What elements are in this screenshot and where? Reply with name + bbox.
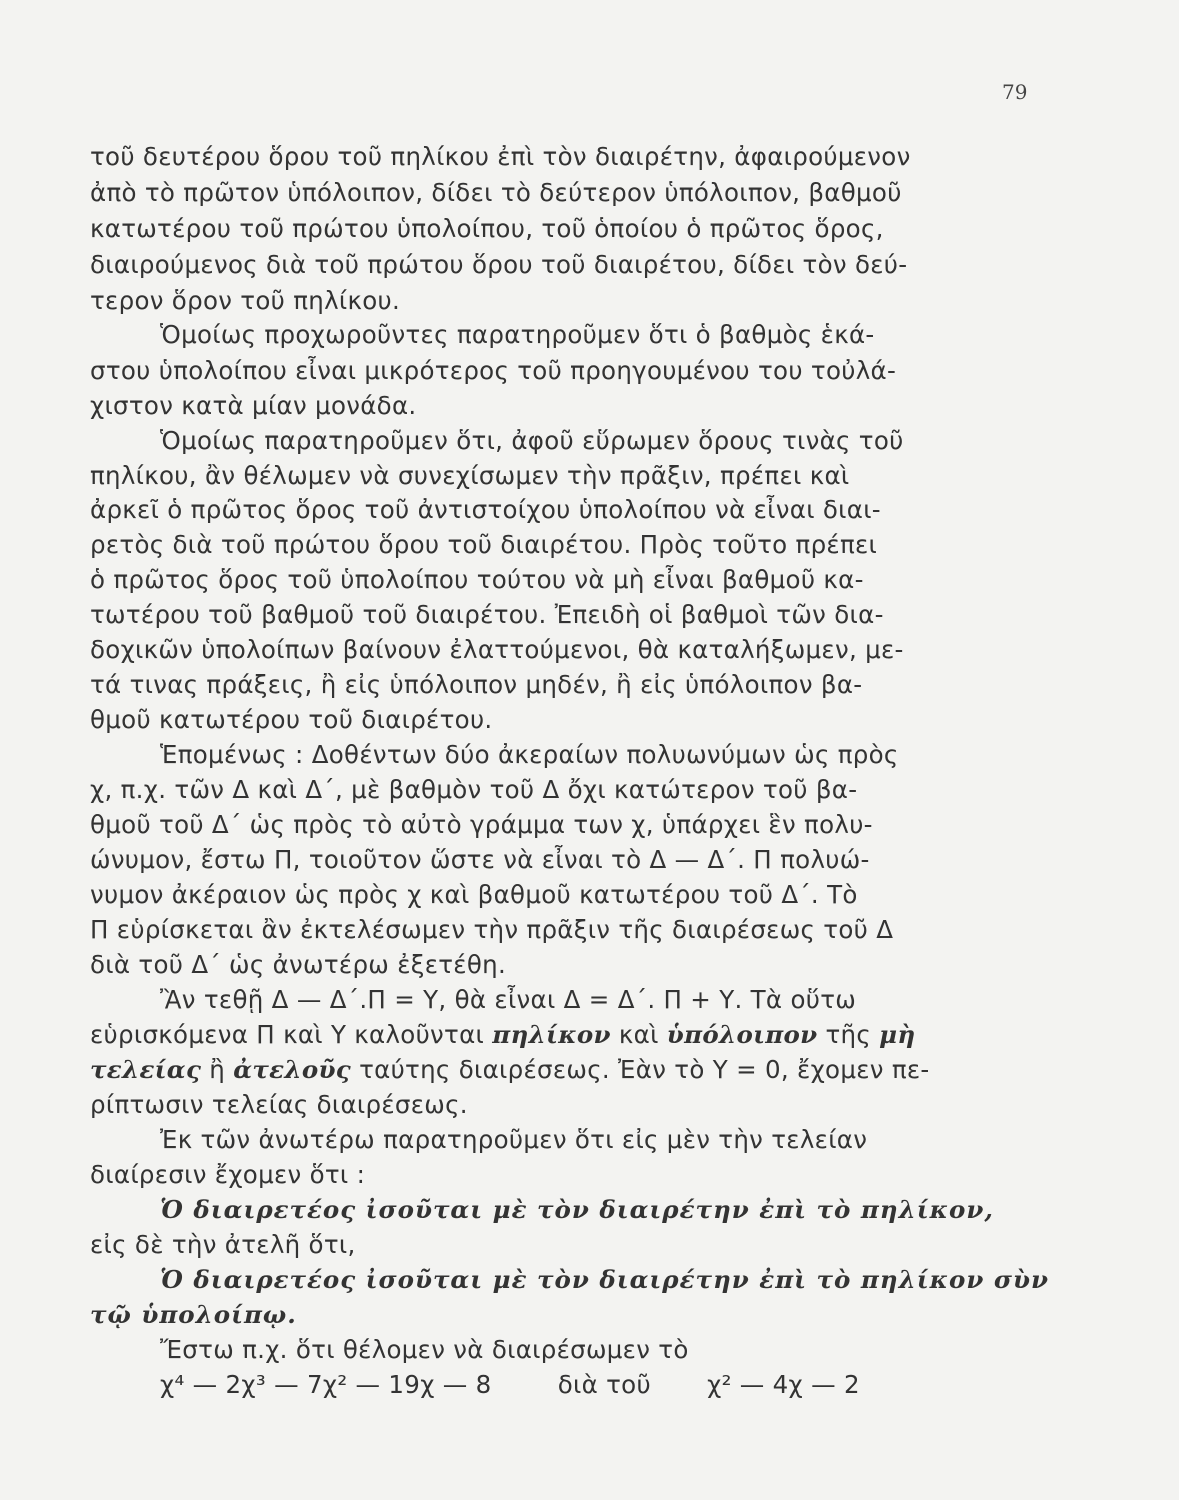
text-line: τά τινας πράξεις, ἢ εἰς ὑπόλοιπον μηδέν, ἢ εἰς ὑπόλοιπον βα-	[90, 670, 863, 699]
text-line: ρίπτωσιν τελείας διαιρέσεως.	[90, 1090, 468, 1119]
text-line	[90, 1053, 1050, 1087]
text-line: Ἑπομένως : Δοθέντων δύο ἀκεραίων πολυωνύμων ὡς πρὸς	[160, 740, 899, 769]
dividend-polynomial: χ⁴ — 2χ³ — 7χ² — 19χ — 8	[160, 1370, 492, 1399]
emphasis-term: μὴ	[879, 1020, 916, 1049]
text-run: καὶ	[610, 1020, 667, 1049]
text-line: θμοῦ τοῦ Δ΄ ὡς πρὸς τὸ αὐτὸ γράμμα των χ, ὑπάρχει ἓν πολυ-	[90, 810, 873, 839]
text-line: Ἂν τεθῇ Δ — Δ΄.Π = Υ, θὰ εἶναι Δ = Δ΄. Π + Υ. Τὰ οὕτω	[160, 985, 857, 1014]
text-run: ἢ	[201, 1055, 234, 1084]
text-line: Π εὑρίσκεται ἂν ἐκτελέσωμεν τὴν πρᾶξιν τῆς διαιρέσεως τοῦ Δ	[90, 915, 894, 944]
text-line: ρετὸς διὰ τοῦ πρώτου ὅρου τοῦ διαιρέτου. Πρὸς τοῦτο πρέπει	[90, 530, 878, 559]
divisor-polynomial: χ² — 4χ — 2	[707, 1370, 860, 1399]
text-line: ώνυμον, ἔστω Π, τοιοῦτον ὥστε νὰ εἶναι τὸ Δ — Δ΄. Π πολυώ-	[90, 845, 870, 874]
emphasis-term: πηλίκον	[492, 1020, 611, 1049]
text-line: ἀπὸ τὸ πρῶτον ὑπόλοιπον, δίδει τὸ δεύτερον ὑπόλοιπον, βαθμοῦ	[90, 178, 902, 207]
text-run: τῆς	[817, 1020, 880, 1049]
text-line: εἰς δὲ τὴν ἀτελῆ ὅτι,	[90, 1230, 356, 1259]
formula-line	[160, 1368, 1050, 1402]
text-line: Ἔστω π.χ. ὅτι θέλομεν νὰ διαιρέσωμεν τὸ	[160, 1335, 689, 1364]
text-line: ἀρκεῖ ὁ πρῶτος ὅρος τοῦ ἀντιστοίχου ὑπολοίπου νὰ εἶναι διαι-	[90, 495, 881, 524]
text-line: τερον ὅρον τοῦ πηλίκου.	[90, 286, 401, 315]
formula-text: διὰ τοῦ	[557, 1370, 651, 1399]
text-line: διαίρεσιν ἔχομεν ὅτι :	[90, 1160, 366, 1189]
page-number: 79	[1002, 80, 1028, 104]
text-line: τωτέρου τοῦ βαθμοῦ τοῦ διαιρέτου. Ἐπειδὴ οἱ βαθμοὶ τῶν δια-	[90, 600, 884, 629]
emphasis-term: ἀτελοῦς	[233, 1055, 351, 1084]
text-line: Ὁμοίως παρατηροῦμεν ὅτι, ἀφοῦ εὕρωμεν ὅρους τινὰς τοῦ	[160, 426, 904, 455]
text-line: κατωτέρου τοῦ πρώτου ὑπολοίπου, τοῦ ὁποίου ὁ πρῶτος ὅρος,	[90, 214, 884, 243]
text-line: χιστον κατὰ μίαν μονάδα.	[90, 391, 417, 420]
text-line: δοχικῶν ὑπολοίπων βαίνουν ἐλαττούμενοι, θὰ καταλήξωμεν, με-	[90, 635, 904, 664]
text-line: χ, π.χ. τῶν Δ καὶ Δ΄, μὲ βαθμὸν τοῦ Δ ὄχι κατώτερον τοῦ βα-	[90, 775, 858, 804]
theorem-statement: Ὁ διαιρετέος ἰσοῦται μὲ τὸν διαιρέτην ἐπὶ τὸ πηλίκον,	[160, 1195, 994, 1224]
text-line	[90, 1018, 1050, 1052]
text-line: διαιρούμενος διὰ τοῦ πρώτου ὅρου τοῦ διαιρέτου, δίδει τὸν δεύ-	[90, 250, 908, 279]
emphasis-term: τελείας	[90, 1055, 202, 1084]
text-line: διὰ τοῦ Δ΄ ὡς ἀνωτέρω ἐξετέθη.	[90, 950, 507, 979]
text-line: στου ὑπολοίπου εἶναι μικρότερος τοῦ προηγουμένου του τοὐλά-	[90, 356, 897, 385]
text-run: ταύτης διαιρέσεως. Ἐὰν τὸ Υ = 0, ἔχομεν πε-	[350, 1055, 930, 1084]
emphasis-term: ὑπόλοιπον	[666, 1020, 818, 1049]
text-line: νυμον ἀκέραιον ὡς πρὸς χ καὶ βαθμοῦ κατωτέρου τοῦ Δ΄. Τὸ	[90, 880, 858, 909]
theorem-statement: τῷ ὑπολοίπῳ.	[90, 1300, 297, 1329]
text-line: τοῦ δευτέρου ὅρου τοῦ πηλίκου ἐπὶ τὸν διαιρέτην, ἀφαιρούμενον	[90, 142, 911, 171]
theorem-statement: Ὁ διαιρετέος ἰσοῦται μὲ τὸν διαιρέτην ἐπὶ τὸ πηλίκον σὺν	[160, 1265, 1049, 1294]
text-line: Ὁμοίως προχωροῦντες παρατηροῦμεν ὅτι ὁ βαθμὸς ἑκά-	[160, 320, 875, 349]
text-run: εὑρισκόμενα Π καὶ Υ καλοῦνται	[90, 1020, 493, 1049]
text-line: πηλίκου, ἂν θέλωμεν νὰ συνεχίσωμεν τὴν πρᾶξιν, πρέπει καὶ	[90, 461, 850, 490]
text-line: Ἐκ τῶν ἀνωτέρω παρατηροῦμεν ὅτι εἰς μὲν τὴν τελείαν	[160, 1125, 868, 1154]
text-line: ὁ πρῶτος ὅρος τοῦ ὑπολοίπου τούτου νὰ μὴ εἶναι βαθμοῦ κα-	[90, 565, 864, 594]
text-line: θμοῦ κατωτέρου τοῦ διαιρέτου.	[90, 705, 493, 734]
